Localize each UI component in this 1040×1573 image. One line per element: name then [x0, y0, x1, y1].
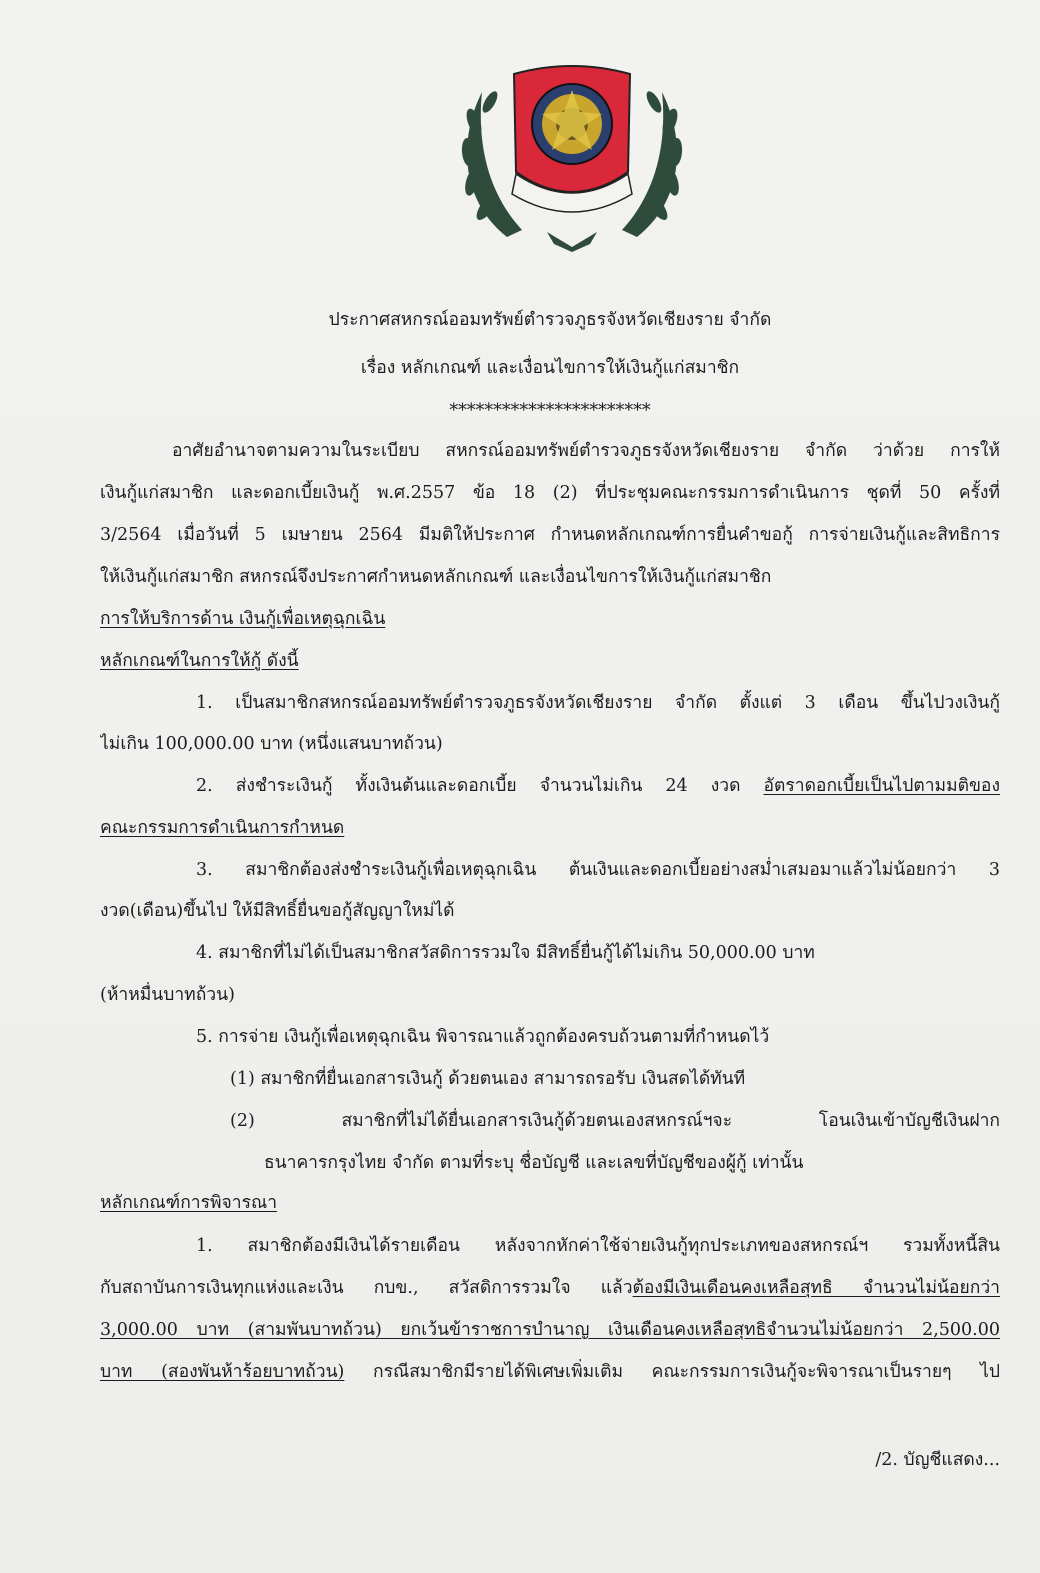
criteria-item-3-line-2: งวด(เดือน)ขึ้นไป ให้มีสิทธิ์ยื่นขอกู้สัญญาใหม่ได้	[100, 901, 455, 921]
intro-line-4: ให้เงินกู้แก่สมาชิก สหกรณ์จึงประกาศกำหนดหลักเกณฑ์ และเงื่อนไขการให้เงินกู้แก่สมาชิก	[100, 567, 772, 587]
subject-line: เรื่อง หลักเกณฑ์ และเงื่อนไขการให้เงินกู้แก่สมาชิก	[360, 358, 740, 378]
pensioner-amount-note: บาท (สองพันห้าร้อยบาทถ้วน)	[100, 1362, 345, 1382]
criteria-item-5-2-line-2: ธนาคารกรุงไทย จำกัด ตามที่ระบุ ชื่อบัญชี และเลขที่บัญชีของผู้กู้ เท่านั้น	[264, 1153, 804, 1173]
criteria-item-4-line-2: (ห้าหมื่นบาทถ้วน)	[100, 985, 235, 1005]
divider-stars: ***********************	[449, 401, 651, 421]
criteria-item-2-line-1: 2. ส่งชำระเงินกู้ ทั้งเงินต้นและดอกเบี้ย จำนวนไม่เกิน 24 งวด อัตราดอกเบี้ยเป็นไปตามมติของ	[196, 776, 1000, 796]
criteria-item-3-line-1: 3. สมาชิกต้องส่งชำระเงินกู้เพื่อเหตุฉุกเฉิน ต้นเงินและดอกเบี้ยอย่างสม่ำเสมอมาแล้วไม่น้อยกว่า 3	[196, 860, 1000, 880]
criteria-item-5-2-line-1: (2) สมาชิกที่ไม่ได้ยื่นเอกสารเงินกู้ด้วยตนเองสหกรณ์ฯจะ โอนเงินเข้าบัญชีเงินฝาก	[230, 1111, 1000, 1131]
cooperative-emblem-icon	[452, 62, 692, 252]
consideration-line-4: บาท (สองพันห้าร้อยบาทถ้วน) กรณีสมาชิกมีรายได้พิเศษเพิ่มเติม คณะกรรมการเงินกู้จะพิจารณาเป็นรายๆ ไป	[100, 1362, 1000, 1382]
page-continuation: /2. บัญชีแสดง...	[875, 1450, 1000, 1470]
consideration-line-3: 3,000.00 บาท (สามพันบาทถ้วน) ยกเว้นข้าราชการบำนาญ เงินเดือนคงเหลือสุทธิจำนวนไม่น้อยกว่า 2,500.00	[100, 1320, 1000, 1340]
intro-line-2: เงินกู้แก่สมาชิก และดอกเบี้ยเงินกู้ พ.ศ.2557 ข้อ 18 (2) ที่ประชุมคณะกรรมการดำเนินการ ชุดที่ 50 ครั้งที่	[100, 483, 1000, 503]
criteria-heading: หลักเกณฑ์ในการให้กู้ ดังนี้	[100, 651, 299, 671]
criteria-item-4-line-1: 4. สมาชิกที่ไม่ได้เป็นสมาชิกสวัสดิการรวมใจ มีสิทธิ์ยื่นกู้ได้ไม่เกิน 50,000.00 บาท	[196, 943, 815, 963]
intro-line-3: 3/2564 เมื่อวันที่ 5 เมษายน 2564 มีมติให้ประกาศ กำหนดหลักเกณฑ์การยื่นคำขอกู้ การจ่ายเงินกู้และสิทธิการ	[100, 525, 1000, 545]
criteria-item-1-line-1: 1. เป็นสมาชิกสหกรณ์ออมทรัพย์ตำรวจภูธรจังหวัดเชียงราย จำกัด ตั้งแต่ 3 เดือน ขึ้นไปวงเงินกู้	[196, 693, 1000, 713]
service-heading: การให้บริการด้าน เงินกู้เพื่อเหตุฉุกเฉิน	[100, 609, 386, 629]
page-title: ประกาศสหกรณ์ออมทรัพย์ตำรวจภูธรจังหวัดเชียงราย จำกัด	[328, 310, 772, 330]
consideration-line-2: กับสถาบันการเงินทุกแห่งและเงิน กบข., สวัสดิการรวมใจ แล้วต้องมีเงินเดือนคงเหลือสุทธิ จำนวนไม่น้อยกว่า	[100, 1278, 1000, 1298]
criteria-item-5: 5. การจ่าย เงินกู้เพื่อเหตุฉุกเฉิน พิจารณาแล้วถูกต้องครบถ้วนตามที่กำหนดไว้	[196, 1027, 770, 1047]
intro-line-1: อาศัยอำนาจตามความในระเบียบ สหกรณ์ออมทรัพย์ตำรวจภูธรจังหวัดเชียงราย จำกัด ว่าด้วย การให้	[172, 441, 1000, 461]
consideration-line-1: 1. สมาชิกต้องมีเงินได้รายเดือน หลังจากหักค่าใช้จ่ายเงินกู้ทุกประเภทของสหกรณ์ฯ รวมทั้งหนี้สิน	[196, 1236, 1000, 1256]
consideration-heading: หลักเกณฑ์การพิจารณา	[100, 1193, 278, 1213]
criteria-item-1-line-2: ไม่เกิน 100,000.00 บาท (หนึ่งแสนบาทถ้วน)	[100, 734, 443, 754]
interest-rate-note: อัตราดอกเบี้ยเป็นไปตามมติของ	[763, 776, 1000, 796]
min-net-salary-note: ต้องมีเงินเดือนคงเหลือสุทธิ จำนวนไม่น้อยกว่า	[632, 1278, 1000, 1298]
criteria-item-2-line-2: คณะกรรมการดำเนินการกำหนด	[100, 818, 345, 838]
criteria-item-5-1: (1) สมาชิกที่ยื่นเอกสารเงินกู้ ด้วยตนเอง สามารถรอรับ เงินสดได้ทันที	[230, 1069, 746, 1089]
